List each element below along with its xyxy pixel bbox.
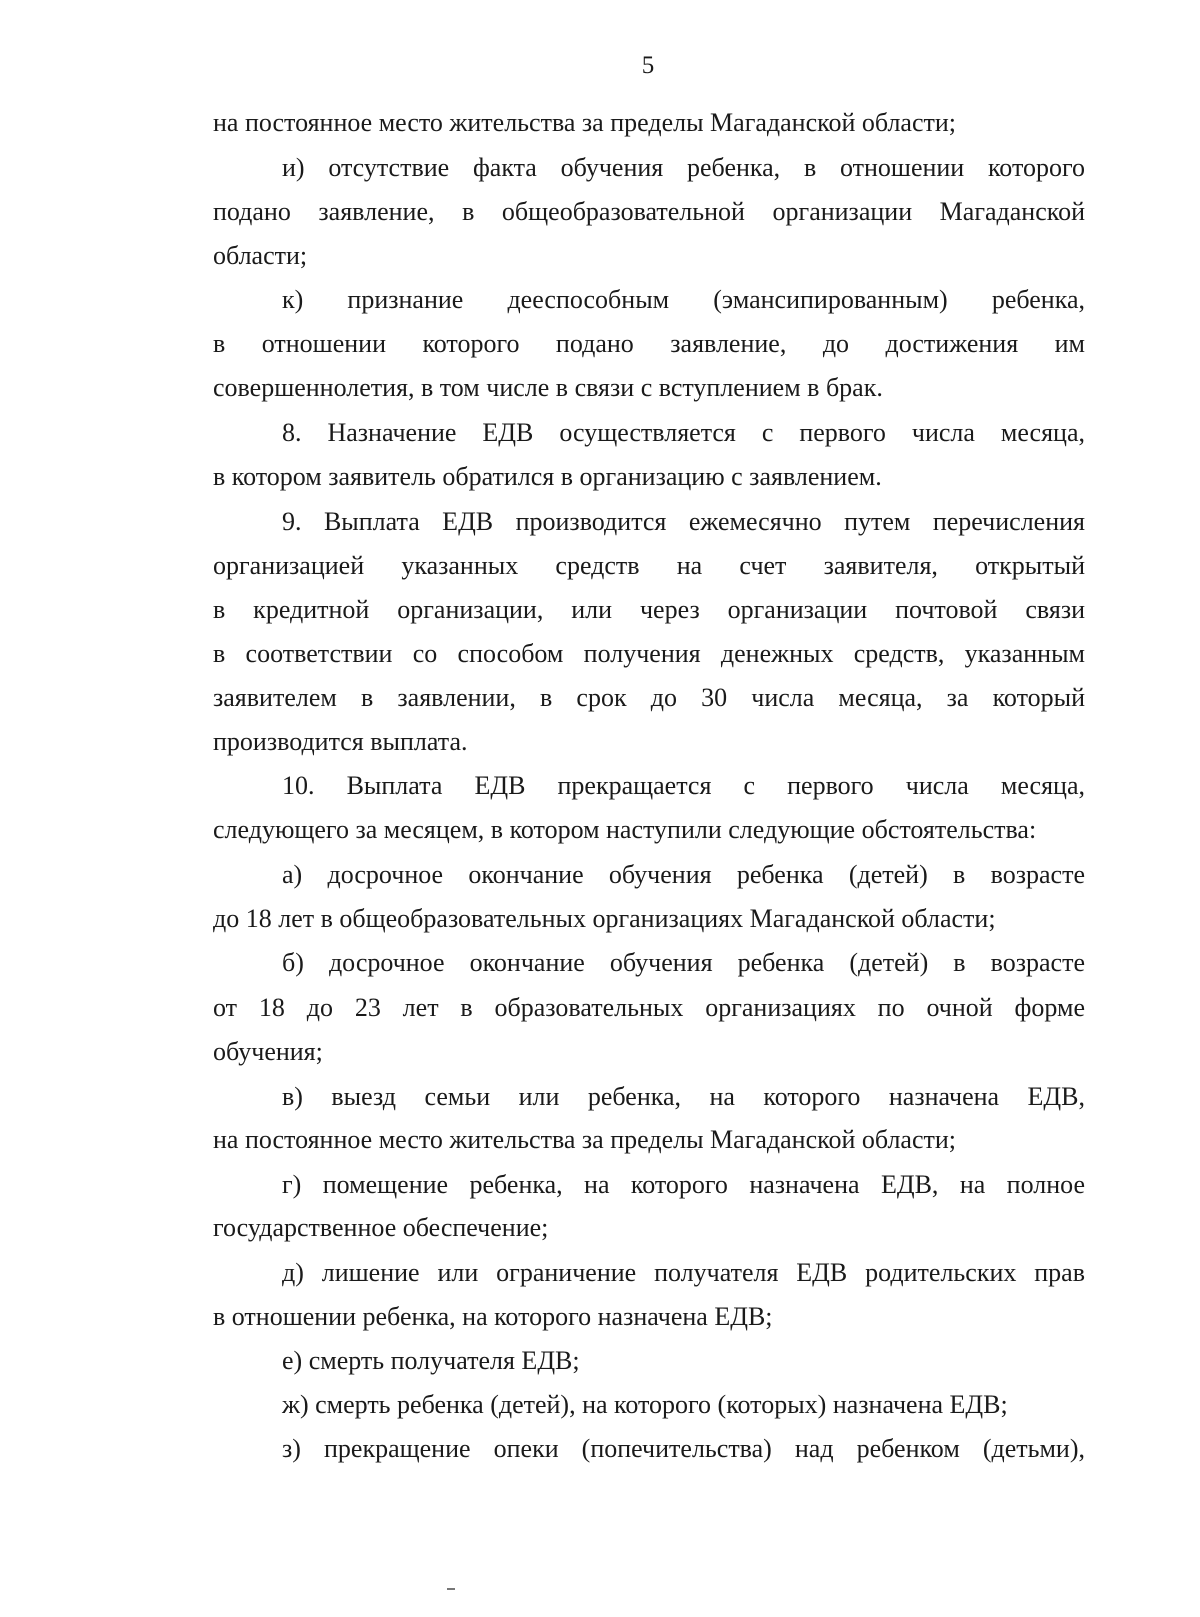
- text-line: обучения;: [213, 1037, 323, 1066]
- text-line: 9. Выплата ЕДВ производится ежемесячно путем перечисления: [282, 507, 1085, 536]
- text-line: в кредитной организации, или через организации почтовой связи: [213, 595, 1085, 624]
- scan-artifact: [447, 1588, 455, 1590]
- page-number: 5: [641, 52, 655, 79]
- text-line: 8. Назначение ЕДВ осуществляется с первого числа месяца,: [282, 418, 1085, 447]
- text-line: в соответствии со способом получения денежных средств, указанным: [213, 639, 1085, 668]
- text-line: к) признание дееспособным (эмансипированным) ребенка,: [282, 285, 1085, 314]
- text-line: в отношении ребенка, на которого назначена ЕДВ;: [213, 1302, 773, 1331]
- text-line: и) отсутствие факта обучения ребенка, в отношении которого: [282, 153, 1085, 182]
- text-line: подано заявление, в общеобразовательной организации Магаданской: [213, 197, 1085, 226]
- text-line: на постоянное место жительства за пределы Магаданской области;: [213, 1125, 956, 1154]
- text-line: государственное обеспечение;: [213, 1213, 549, 1242]
- text-line: производится выплата.: [213, 727, 468, 756]
- text-line: на постоянное место жительства за пределы Магаданской области;: [213, 108, 956, 137]
- text-line: совершеннолетия, в том числе в связи с вступлением в брак.: [213, 373, 883, 402]
- text-line: организацией указанных средств на счет заявителя, открытый: [213, 551, 1085, 580]
- text-line: ж) смерть ребенка (детей), на которого (которых) назначена ЕДВ;: [282, 1390, 1008, 1419]
- text-line: е) смерть получателя ЕДВ;: [282, 1346, 580, 1375]
- text-line: в отношении которого подано заявление, до достижения им: [213, 329, 1085, 358]
- text-line: следующего за месяцем, в котором наступили следующие обстоятельства:: [213, 815, 1037, 844]
- text-line: 10. Выплата ЕДВ прекращается с первого числа месяца,: [282, 771, 1085, 800]
- text-line: г) помещение ребенка, на которого назначена ЕДВ, на полное: [282, 1170, 1085, 1199]
- text-line: а) досрочное окончание обучения ребенка (детей) в возрасте: [282, 860, 1085, 889]
- text-line: до 18 лет в общеобразовательных организациях Магаданской области;: [213, 904, 996, 933]
- text-line: б) досрочное окончание обучения ребенка (детей) в возрасте: [282, 948, 1085, 977]
- text-line: заявителем в заявлении, в срок до 30 числа месяца, за который: [213, 683, 1085, 712]
- text-line: области;: [213, 241, 308, 270]
- text-line: в) выезд семьи или ребенка, на которого назначена ЕДВ,: [282, 1082, 1085, 1111]
- text-line: д) лишение или ограничение получателя ЕДВ родительских прав: [282, 1258, 1085, 1287]
- text-line: в котором заявитель обратился в организацию с заявлением.: [213, 462, 882, 491]
- text-line: з) прекращение опеки (попечительства) над ребенком (детьми),: [282, 1434, 1085, 1463]
- text-line: от 18 до 23 лет в образовательных организациях по очной форме: [213, 993, 1085, 1022]
